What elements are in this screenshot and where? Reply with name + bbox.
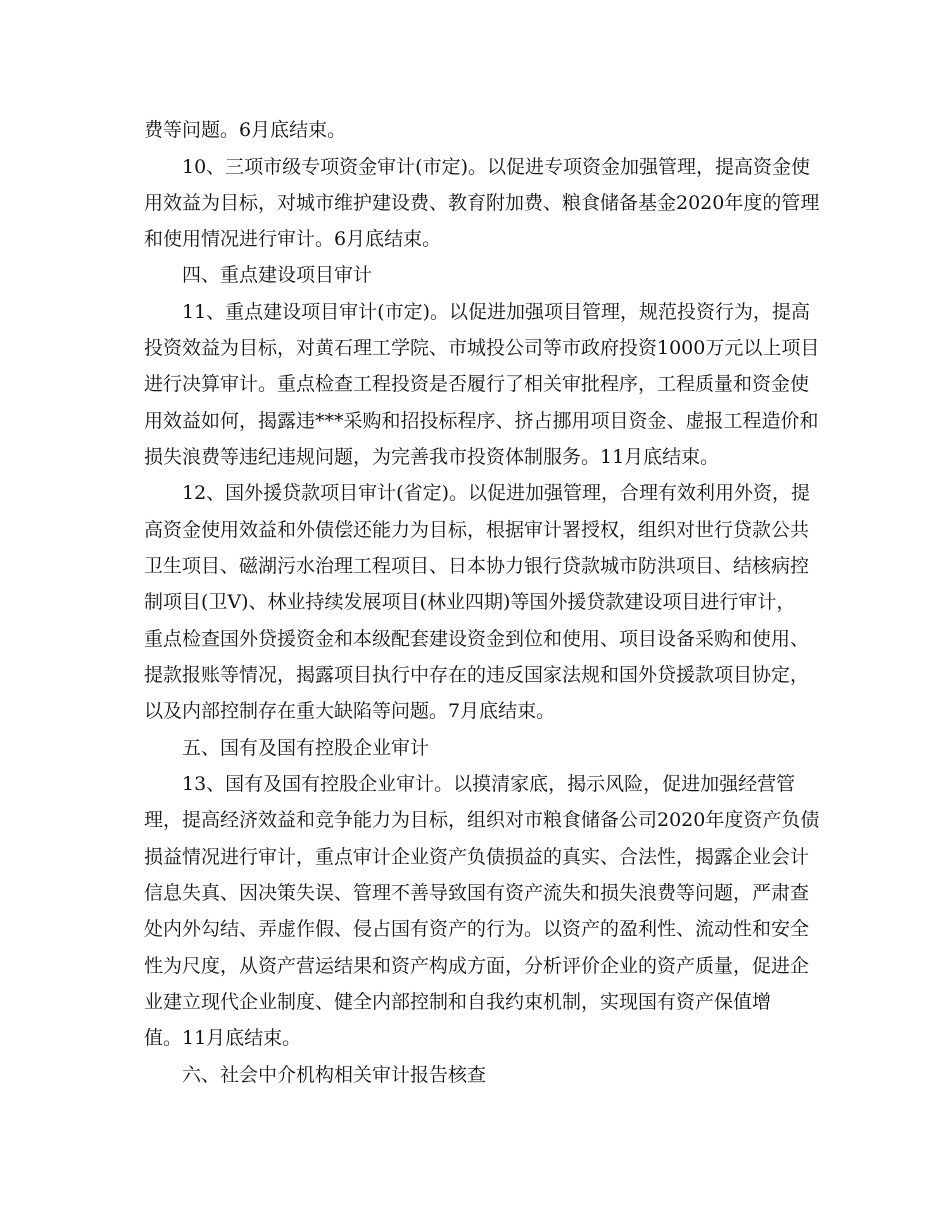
text-line: 以及内部控制存在重大缺陷等问题。7月底结束。 — [144, 700, 556, 722]
text-line: 重点检查国外贷援资金和本级配套建设资金到位和使用、项目设备采购和使用、 — [144, 628, 810, 650]
text-line: 用效益如何，揭露违***采购和招投标程序、挤占挪用项目资金、虚报工程造价和 — [144, 410, 819, 432]
text-line: 制项目(卫V)、林业持续发展项目(林业四期)等国外援贷款建设项目进行审计， — [144, 591, 796, 613]
text-line: 业建立现代企业制度、健全内部控制和自我约束机制，实现国有资产保值增 — [144, 991, 772, 1013]
text-line: 信息失真、因决策失误、管理不善导致国有资产流失和损失浪费等问题，严肃查 — [144, 882, 810, 904]
text-line: 进行决算审计。重点检查工程投资是否履行了相关审批程序，工程质量和资金使 — [144, 373, 810, 395]
text-line: 投资效益为目标，对黄石理工学院、市城投公司等市政府投资1000万元以上项目 — [144, 337, 820, 359]
text-line: 高资金使用效益和外债偿还能力为目标，根据审计署授权，组织对世行贷款公共 — [144, 519, 810, 541]
text-line: 10、三项市级专项资金审计(市定)。以促进专项资金加强管理，提高资金使 — [182, 156, 811, 178]
text-line: 用效益为目标，对城市维护建设费、教育附加费、粮食储备基金2020年度的管理 — [144, 192, 820, 214]
section-heading: 六、社会中介机构相关审计报告核查 — [182, 1064, 487, 1086]
text-line: 处内外勾结、弄虚作假、侵占国有资产的行为。以资产的盈利性、流动性和安全 — [144, 918, 810, 940]
text-line: 提款报账等情况，揭露项目执行中存在的违反国家法规和国外贷援款项目协定， — [144, 664, 810, 686]
section-heading: 四、重点建设项目审计 — [182, 264, 373, 286]
text-line: 12、国外援贷款项目审计(省定)。以促进加强管理，合理有效利用外资，提 — [182, 482, 811, 504]
text-line: 损益情况进行审计，重点审计企业资产负债损益的真实、合法性，揭露企业会计 — [144, 846, 810, 868]
text-line: 理，提高经济效益和竞争能力为目标，组织对市粮食储备公司2020年度资产负债 — [144, 809, 820, 831]
text-line: 损失浪费等违纪违规问题，为完善我市投资体制服务。11月底结束。 — [144, 446, 720, 468]
text-line: 11、重点建设项目审计(市定)。以促进加强项目管理，规范投资行为，提高 — [182, 301, 811, 323]
section-heading: 五、国有及国有控股企业审计 — [182, 737, 430, 759]
text-line: 值。11月底结束。 — [144, 1027, 302, 1049]
text-line: 和使用情况进行审计。6月底结束。 — [144, 228, 442, 250]
text-line: 费等问题。6月底结束。 — [144, 119, 347, 141]
text-line: 13、国有及国有控股企业审计。以摸清家底，揭示风险，促进加强经营管 — [182, 773, 796, 795]
text-line: 卫生项目、磁湖污水治理工程项目、日本协力银行贷款城市防洪项目、结核病控 — [144, 555, 810, 577]
text-line: 性为尺度，从资产营运结果和资产构成方面，分析评价企业的资产质量，促进企 — [144, 955, 810, 977]
